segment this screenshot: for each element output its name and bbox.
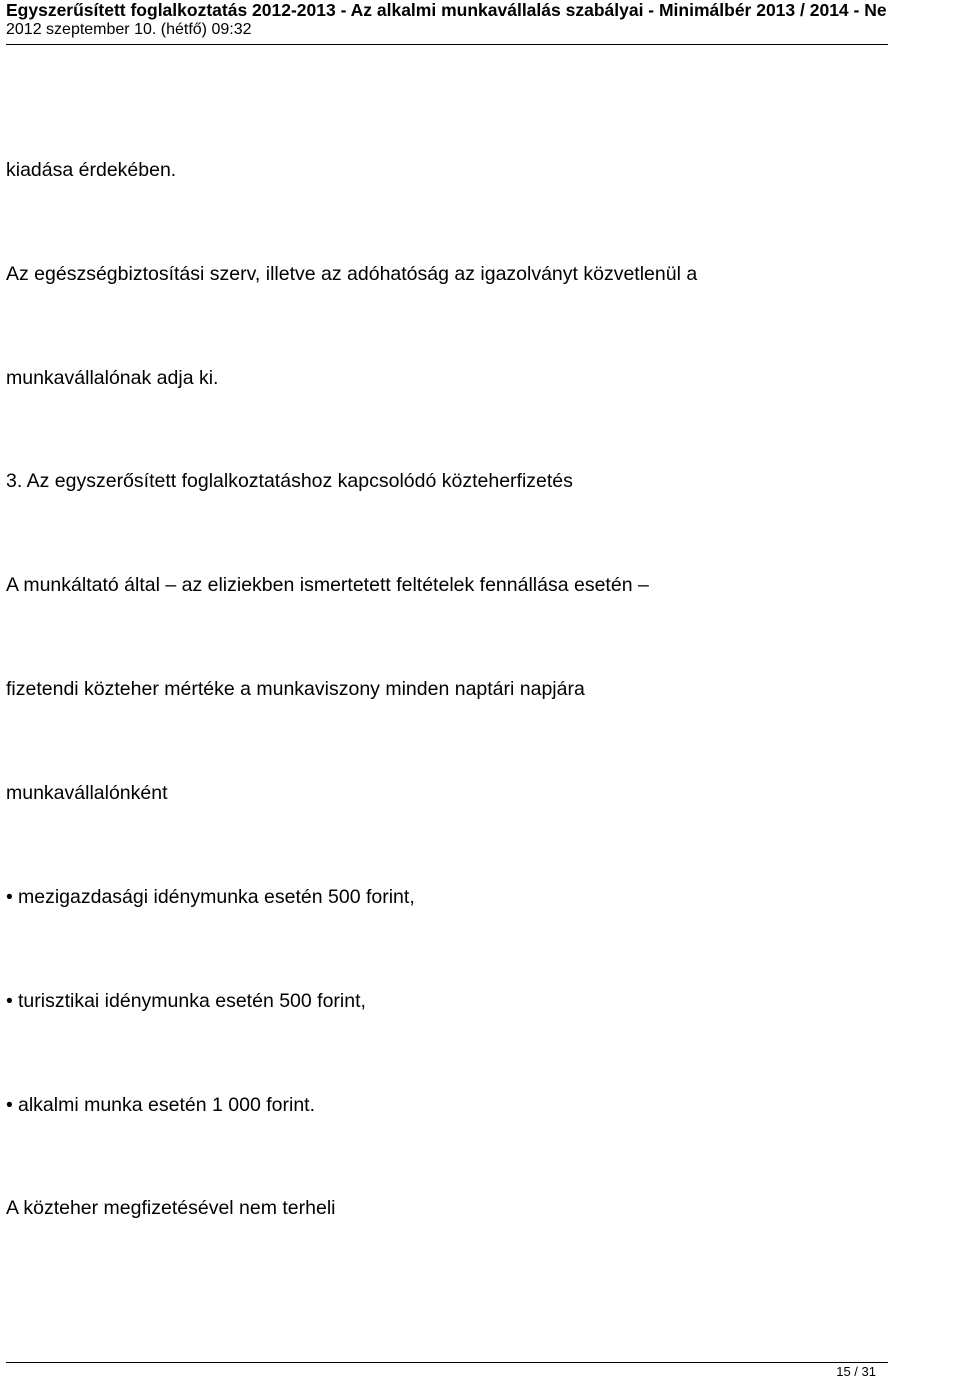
text-line: munkavállalónként — [6, 782, 168, 804]
footer-divider — [6, 1362, 888, 1363]
list-item-text: alkalmi munka esetén 1 000 forint. — [18, 1094, 315, 1116]
list-item — [6, 885, 415, 909]
list-item — [6, 989, 366, 1013]
bullet-icon: • — [6, 1094, 13, 1116]
bullet-icon: • — [6, 886, 13, 908]
list-item-text: mezigazdasági idénymunka esetén 500 forint, — [18, 886, 415, 908]
text-line: A munkáltató által – az eliziekben ismertetett feltételek fennállása esetén – — [6, 574, 649, 596]
text-line: fizetendi közteher mértéke a munkaviszony minden naptári napjára — [6, 678, 585, 700]
text-line: kiadása érdekében. — [6, 159, 177, 181]
list-item-text: turisztikai idénymunka esetén 500 forint, — [18, 990, 366, 1012]
page-number: 15 / 31 — [836, 1364, 876, 1379]
text-line: Az egészségbiztosítási szerv, illetve az adóhatóság az igazolványt közvetlenül a — [6, 263, 698, 285]
text-line: A közteher megfizetésével nem terheli — [6, 1197, 336, 1219]
document-title: Egyszerűsített foglalkoztatás 2012-2013 - Az alkalmi munkavállalás szabályai - Minimálbér 2013 / 2014 - Ne — [6, 0, 887, 20]
document-date: 2012 szeptember 10. (hétfő) 09:32 — [6, 21, 252, 38]
header-divider — [6, 44, 888, 45]
section-heading: 3. Az egyszerősített foglalkoztatáshoz kapcsolódó közteherfizetés — [6, 470, 573, 492]
list-item — [6, 1093, 315, 1117]
bullet-icon: • — [6, 990, 13, 1012]
text-line: munkavállalónak adja ki. — [6, 367, 219, 389]
